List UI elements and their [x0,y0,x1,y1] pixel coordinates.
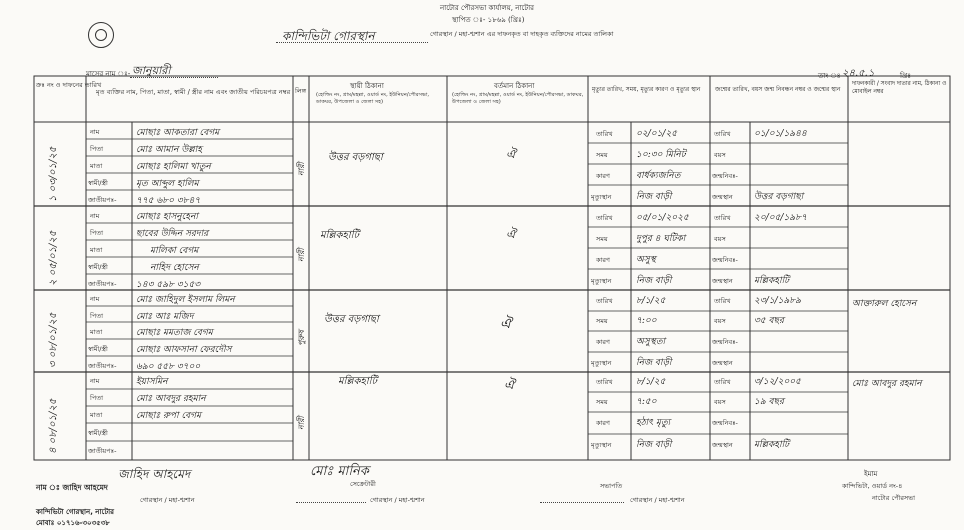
sig3-role: গোরস্থান / মহা-শ্মশান [630,496,685,504]
entry2-gender: নারী [297,248,306,262]
label-father: পিতা [90,229,104,237]
entry2-father: ছাবের উদ্দিন সরদার [136,229,209,239]
col-header-death: মৃত্যুর তারিখ, সময়, মৃত্যুর কারণ ও মৃত্যুর স্থান [592,86,701,93]
label-spouse: স্বামী/স্ত্রী [88,179,108,187]
label-d-cause: কারণ [596,256,610,264]
office-name: নাটোর পৌরসভা কার্যালয়, নাটোর [440,4,534,12]
entry2-b-date: ২০/০৫/১৯৮৭ [754,213,807,223]
entry4-serial-date: ৪ ০৮/০১/২৫ [48,398,59,454]
sig2-line [296,502,366,503]
col-header-present-note: (হোল্ডিং নং, গ্রাম/মহল্লা, ওয়ার্ড নং, ইউনিয়ন/পৌরসভা, ডাকঘর, উপজেলা ও জেলা সহ) [452,92,584,105]
entry3-informant: আক্তারুল হোসেন [852,299,917,309]
entry3-nid: ৬৯০ ৫৫৮ ৩৭০০ [136,362,201,372]
entry4-present: ঐ [504,378,515,393]
entry2-nid: ১৪৩ ৫৯৮ ৩১৫৩ [136,280,201,290]
label-spouse: স্বামী/স্ত্রী [88,263,108,271]
entry1-name: মোছাঃ আকতারা বেগম [136,128,220,138]
entry1-b-date: ০১/০১/১৯৪৪ [754,129,807,139]
stamp-line-2: কান্দিভিটা, ওয়ার্ড নং-৪ [842,482,903,490]
entry2-d-cause: অসুস্থ [636,255,656,265]
label-b-reg: জন্মনিবঃ- [712,256,738,264]
entry3-d-time: ৭:০০ [636,316,657,326]
label-d-place: মৃত্যুস্থান [591,359,612,367]
sig1-place: কান্দিভিটা গোরস্থান, নাটোর [36,508,115,516]
label-b-reg: জন্মনিবঃ- [712,172,738,180]
label-d-date: তারিখ [596,297,613,305]
label-name: নাম [90,295,100,303]
entry3-permanent: উত্তর বড়গাছা [324,314,379,325]
entry1-serial-date: ১ ০৩/০১/২৫ [48,146,59,202]
entry1-d-cause: বার্ধক্যজনিত [636,171,681,181]
label-nid: জাতীয়পঃ- [88,280,117,288]
label-name: নাম [90,128,100,136]
label-b-reg: জন্মনিবঃ- [712,419,738,427]
label-d-place: মৃত্যুস্থান [591,441,612,449]
entry4-mother: মোছাঃ রুপা বেগম [136,411,202,421]
entry1-father: মোঃ আমান উল্লাহ [136,145,203,155]
entry2-spouse: নাহিদ হোসেন [150,263,199,273]
label-father: পিতা [90,312,104,320]
entry1-d-place: নিজ বাড়ী [636,192,672,202]
signature-2: মোঃ মানিক [310,464,369,479]
col-header-informant: দাফনকারী / সংবাদ দাতার নাম, ঠিকানা ও মোবাইল নম্বর [852,81,947,95]
label-b-age: বয়স [714,235,726,243]
entry3-father: মোঃ আঃ মজিদ [136,312,194,322]
signature-1: জাহিদ আহমেদ [118,467,191,481]
entry3-mother: মোছাঃ মমতাজ বেগম [136,328,213,338]
entry4-b-place: মল্লিকহাটি [754,440,790,450]
label-nid: জাতীয়পঃ- [88,362,117,370]
entry3-spouse: মোছাঃ আফসানা ফেরদৌস [136,345,232,355]
date-value: ২৪.৫.১ [842,68,875,79]
label-b-date: তারিখ [714,214,731,222]
label-d-date: তারিখ [596,130,613,138]
entry2-mother: মালিকা বেগম [150,246,199,256]
sig1-mobile: মোবাঃ ০১৭১৬-৩০৩৫৩৮ [36,519,110,527]
entry4-permanent: মল্লিকহাটি [338,376,377,387]
label-b-place: জন্মস্থান [712,359,733,367]
handwritten-title: কান্দিভিটা গোরস্থান [282,29,375,43]
entry4-d-date: ৮/১/২৫ [636,377,666,387]
entry1-permanent: উত্তর বড়গাছা [328,152,383,163]
label-spouse: স্বামী/স্ত্রী [88,429,108,437]
stamp-line-1: ইমাম [864,470,878,478]
label-b-age: বয়স [714,398,726,406]
label-d-cause: কারণ [596,172,610,180]
label-b-age: বয়স [714,317,726,325]
entry3-name: মোঃ জাহিদুল ইসলাম লিমন [136,295,235,305]
entry3-present: ঐ [500,316,512,332]
sig3-label: সভাপতি [600,482,623,490]
label-d-time: সময় [596,317,608,325]
label-d-cause: কারণ [596,338,610,346]
label-mother: মাতা [90,246,103,254]
entry3-d-place: নিজ বাড়ী [636,358,672,368]
entry2-d-place: নিজ বাড়ী [636,276,672,286]
label-b-reg: জন্মনিবঃ- [712,338,738,346]
col-header-gender: লিঙ্গ [295,87,307,95]
label-d-date: তারিখ [596,378,613,386]
entry1-d-date: ০২/০১/২৫ [636,129,678,139]
label-d-time: সময় [596,235,608,243]
label-father: পিতা [90,394,104,402]
entry2-serial-date: ২ ০৫/০১/২৫ [48,230,59,286]
entry2-d-date: ০৫/০১/২০২৫ [636,213,689,223]
entry4-name: ইয়াসমিন [136,377,168,387]
entry1-b-place: উত্তর বড়গাছা [754,192,804,202]
entry4-gender: নারী [297,416,306,430]
established-date: স্থাপিত ঃ- ১৮৬৯ (খ্রিঃ) [452,16,525,24]
entry3-serial-date: ৩ ০৮/০১/২৫ [48,312,59,368]
entry2-permanent: মল্লিকহাটি [320,230,359,241]
sig1-name-label: নাম ঃ জাহিদ আহমেদ [36,483,108,492]
label-d-time: সময় [596,151,608,159]
label-b-date: তারিখ [714,378,731,386]
entry1-mother: মোছাঃ হালিমা খাতুন [136,162,211,172]
entry2-present: ঐ [506,227,516,241]
label-b-place: জন্মস্থান [712,277,733,285]
entry3-gender: পুরুষ [297,330,306,346]
col-header-deceased: মৃত ব্যক্তির নাম, পিতা, মাতা, স্বামী / স্ত্রীর নাম এবং জাতীয় পরিচয়পত্র নম্বর [96,88,291,96]
entry2-name: মোছাঃ হাসনুহেনা [136,212,198,222]
entry3-d-date: ৮/১/২৫ [636,296,666,306]
entry3-b-date: ২৩/১/১৯৮৯ [754,296,801,306]
label-nid: জাতীয়পঃ- [88,196,117,204]
col-header-serial: ক্রঃ নং ও দাফনের তারিখ [36,81,102,89]
month-label: মাসের নাম ঃ- [86,70,131,78]
label-spouse: স্বামী/স্ত্রী [88,345,108,353]
entry1-d-time: ১০:৩০ মিনিট [636,150,686,160]
entry2-d-time: দুপুর ৪ ঘটিকা [636,234,686,244]
label-d-cause: কারণ [596,419,610,427]
col-header-present: বর্তমান ঠিকানা [494,82,535,90]
sig1-role: গোরস্থান / মহা-শ্মশান [140,496,195,504]
entry4-d-time: ৭:৫০ [636,397,657,407]
entry4-father: মোঃ আবদুর রহমান [136,394,206,404]
label-mother: মাতা [90,411,103,419]
col-header-permanent-note: (হোল্ডিং নং, গ্রাম/মহল্লা, ওয়ার্ড নং, ইউনিয়ন/পৌরসভা, ডাকঘর, উপজেলা ও জেলা সহ) [316,92,430,105]
col-header-permanent: স্থায়ী ঠিকানা [350,82,384,90]
label-d-place: মৃত্যুস্থান [591,277,612,285]
stamp-line-3: নাটোর পৌরসভা [872,494,915,502]
entry2-b-place: মল্লিকহাটি [754,276,790,286]
label-father: পিতা [90,145,104,153]
label-d-date: তারিখ [596,214,613,222]
label-nid: জাতীয়পঃ- [88,447,117,455]
sig2-role: গোরস্থান / মহা-শ্মশান [370,496,425,504]
col-header-birth: জন্মের তারিখ, বয়স জন্ম নিবন্ধন নম্বর ও জন্মের স্থান [715,86,841,93]
label-b-age: বয়স [714,151,726,159]
label-b-place: জন্মস্থান [712,193,733,201]
label-d-place: মৃত্যুস্থান [591,193,612,201]
label-b-place: জন্মস্থান [712,441,733,449]
register-subtitle: গোরস্থান / মহা-শ্মশান এর দাফনকৃত বা দাহকৃত ব্যক্তিদের নামের তালিকা [430,30,614,38]
date-suffix: খ্রিঃ [900,72,911,80]
entry3-d-cause: অসুস্থতা [636,337,666,347]
label-d-time: সময় [596,398,608,406]
sig2-label: সেক্রেটারী [350,480,376,488]
entry4-b-age: ১৯ বছর [754,397,784,407]
entry4-d-place: নিজ বাড়ী [636,440,672,450]
label-mother: মাতা [90,162,103,170]
entry1-present: ঐ [506,147,516,161]
label-name: নাম [90,212,100,220]
label-b-date: তারিখ [714,130,731,138]
label-b-date: তারিখ [714,297,731,305]
sig3-line [540,502,624,503]
entry1-gender: নারী [297,162,306,176]
entry1-spouse: মৃত আব্দুল হালিম [136,179,199,189]
month-value: জানুয়ারী [132,64,171,77]
date-label: তাং ঃ- [818,72,844,80]
entry3-b-age: ৩৫ বছর [754,316,784,326]
entry4-d-cause: হঠাৎ মৃত্যু [636,418,671,428]
entry4-informant: মোঃ আবদুর রহমান [852,379,922,389]
label-name: নাম [90,377,100,385]
label-mother: মাতা [90,328,103,336]
entry1-nid: ৭৭৫ ৬৮০ ৩৮৪৭ [136,196,201,206]
entry4-b-date: ৩/১২/২০০৫ [754,377,802,387]
